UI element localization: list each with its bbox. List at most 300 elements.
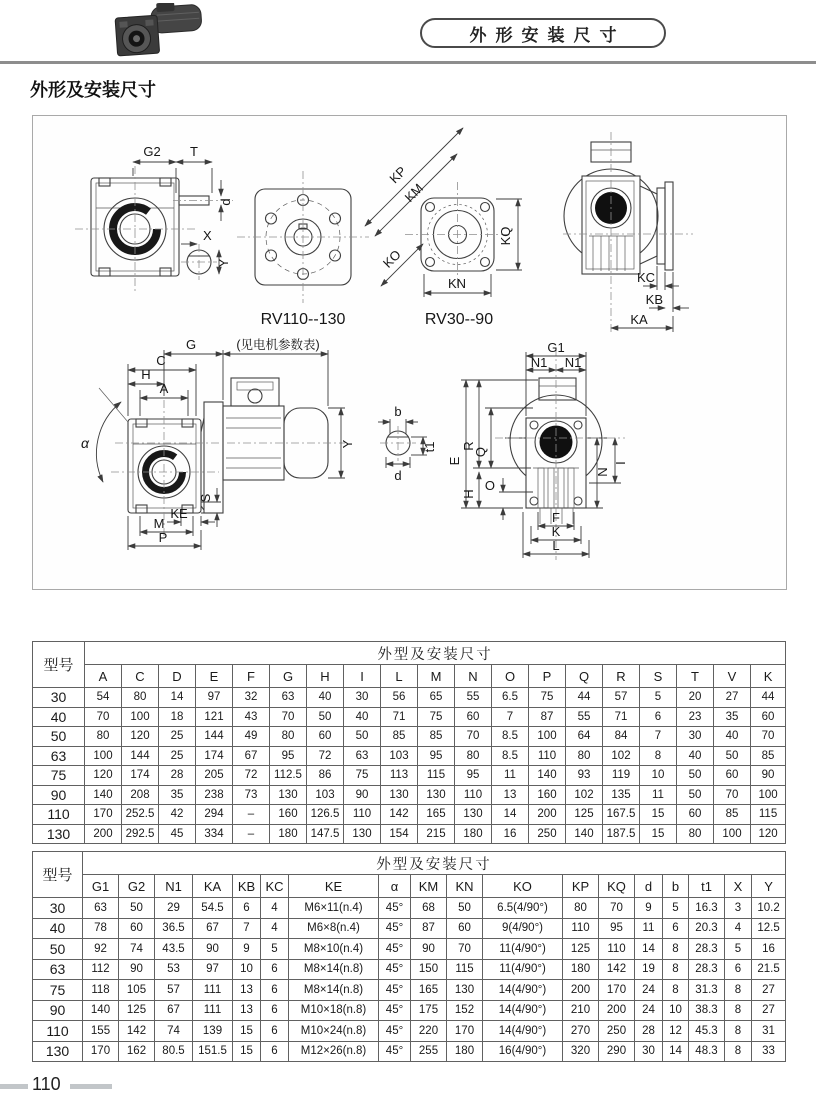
model-cell: 110 (33, 1021, 83, 1042)
dim-label-t: T (190, 144, 198, 159)
dim-cell: 5 (663, 898, 689, 919)
dim-cell: 200 (529, 805, 566, 825)
dim-cell: 115 (447, 959, 483, 980)
dim-label-g: G (185, 337, 197, 352)
dim-cell: 55 (566, 707, 603, 727)
dim-cell: 28 (635, 1021, 663, 1042)
dim-cell: 180 (563, 959, 599, 980)
dim-cell: 6 (261, 980, 289, 1001)
dim-cell: 74 (119, 939, 155, 960)
dim-cell: 10 (233, 959, 261, 980)
model-cell: 40 (33, 918, 83, 939)
dim-cell: 35 (159, 785, 196, 805)
dim-cell: 14 (663, 1041, 689, 1062)
table-row (33, 959, 786, 980)
footer-bar-left (0, 1084, 28, 1089)
dim-cell: 4 (725, 918, 752, 939)
dim-cell: 90 (344, 785, 381, 805)
dim-label-n1-right: N1 (564, 355, 582, 370)
dim-cell: 85 (381, 727, 418, 747)
dim-cell: 255 (411, 1041, 447, 1062)
dim-cell: 92 (83, 939, 119, 960)
dim-cell: 130 (270, 785, 307, 805)
dim-cell: 97 (193, 959, 233, 980)
dim-label-k: K (551, 524, 561, 539)
dim-cell: 9 (635, 898, 663, 919)
dim-cell: 27 (752, 1000, 786, 1021)
dim-cell: 15 (233, 1021, 261, 1042)
caption-rv110-130: RV110--130 (260, 311, 346, 328)
dim-cell: 87 (529, 707, 566, 727)
dim-cell: 13 (233, 1000, 261, 1021)
column-header: Y (752, 875, 786, 898)
dim-label-km: KM (401, 180, 427, 206)
dim-cell: 250 (599, 1021, 635, 1042)
dim-cell: 70 (455, 727, 492, 747)
dim-cell: M6×11(n.4) (289, 898, 379, 919)
dim-cell: 67 (155, 1000, 193, 1021)
dim-cell: 70 (85, 707, 122, 727)
dim-cell: 165 (411, 980, 447, 1001)
dim-cell: 23 (677, 707, 714, 727)
dim-cell: 43 (233, 707, 270, 727)
table-row (33, 1000, 786, 1021)
dim-cell: 74 (155, 1021, 193, 1042)
view-flange-rv30 (365, 128, 522, 328)
dim-cell: 30 (635, 1041, 663, 1062)
dim-cell: 252.5 (122, 805, 159, 825)
dim-label-x: X (203, 228, 212, 243)
dim-label-o: O (484, 478, 495, 493)
dim-cell: 70 (447, 939, 483, 960)
dim-cell: 75 (529, 688, 566, 708)
table-row (33, 918, 786, 939)
dim-cell: 130 (455, 805, 492, 825)
dim-cell: 32 (233, 688, 270, 708)
view-assembly (81, 337, 437, 550)
model-cell: 40 (33, 707, 85, 727)
table-row (33, 805, 786, 825)
dim-cell: 140 (85, 785, 122, 805)
dim-cell: M10×18(n.8) (289, 1000, 379, 1021)
dim-cell: 111 (193, 980, 233, 1001)
dim-cell: 57 (155, 980, 193, 1001)
dim-cell: 8.5 (492, 746, 529, 766)
dimension-table-1 (32, 641, 786, 844)
dim-cell: 9 (233, 939, 261, 960)
dim-cell: 50 (307, 707, 344, 727)
dim-cell: 11(4/90°) (483, 939, 563, 960)
dim-cell: 53 (155, 959, 193, 980)
dim-cell: 29 (155, 898, 193, 919)
dim-cell: 71 (381, 707, 418, 727)
dim-cell: 14 (635, 939, 663, 960)
dim-label-p: P (158, 530, 168, 545)
column-header: D (159, 665, 196, 688)
dim-cell: 167.5 (603, 805, 640, 825)
dim-cell: 25 (159, 727, 196, 747)
dim-cell: 36.5 (155, 918, 193, 939)
dim-cell: 87 (411, 918, 447, 939)
dim-cell: 6 (233, 898, 261, 919)
column-header: L (381, 665, 418, 688)
dim-cell: 10 (663, 1000, 689, 1021)
dim-cell: 11(4/90°) (483, 959, 563, 980)
dim-label-n1-left: N1 (530, 355, 548, 370)
dim-cell: 110 (529, 746, 566, 766)
dim-cell: 70 (714, 785, 751, 805)
dim-label-h2: H (461, 489, 476, 499)
dim-cell: 208 (122, 785, 159, 805)
dim-label-m: M (153, 516, 165, 531)
dim-cell: 45° (379, 939, 411, 960)
column-header: R (603, 665, 640, 688)
dim-cell: 65 (418, 688, 455, 708)
table-row (33, 824, 786, 844)
dim-cell: 8 (640, 746, 677, 766)
dim-cell: 187.5 (603, 824, 640, 844)
dim-cell: 102 (603, 746, 640, 766)
dim-cell: 50 (344, 727, 381, 747)
dim-cell: 120 (751, 824, 786, 844)
column-header: I (344, 665, 381, 688)
dim-cell: 67 (193, 918, 233, 939)
dim-cell: 8 (725, 980, 752, 1001)
dim-cell: 112 (83, 959, 119, 980)
dim-cell: 80 (566, 746, 603, 766)
dim-cell: 4 (261, 898, 289, 919)
dim-cell: 100 (85, 746, 122, 766)
dim-cell: 13 (233, 980, 261, 1001)
dim-cell: 67 (233, 746, 270, 766)
dim-cell: 125 (119, 1000, 155, 1021)
dim-cell: 45° (379, 918, 411, 939)
dim-label-l: L (552, 538, 560, 553)
dim-cell: 48.3 (689, 1041, 725, 1062)
dim-cell: 120 (122, 727, 159, 747)
dim-cell: 25 (159, 746, 196, 766)
gearbox-photo (112, 3, 208, 57)
dim-cell: 95 (599, 918, 635, 939)
column-header: Q (566, 665, 603, 688)
dim-label-y: Y (216, 258, 231, 268)
page-number: 110 (32, 1074, 61, 1094)
dim-cell: 238 (196, 785, 233, 805)
column-header: α (379, 875, 411, 898)
dim-cell: 150 (411, 959, 447, 980)
dim-cell: 55 (455, 688, 492, 708)
dim-cell: 11 (635, 918, 663, 939)
dimension-table-2 (32, 851, 786, 1062)
model-column-header: 型号 (33, 852, 83, 898)
dim-cell: 5 (640, 688, 677, 708)
dim-cell: 180 (270, 824, 307, 844)
dim-label-a: A (159, 381, 169, 396)
dim-label-g1: G1 (547, 340, 565, 355)
section-title: 外形及安装尺寸 (30, 80, 156, 100)
dim-cell: 27 (752, 980, 786, 1001)
dim-cell: 90 (411, 939, 447, 960)
dim-cell: 85 (751, 746, 786, 766)
dim-cell: 11 (640, 785, 677, 805)
dim-cell: 4 (261, 918, 289, 939)
column-header: KN (447, 875, 483, 898)
dim-cell: 180 (455, 824, 492, 844)
dim-cell: 102 (566, 785, 603, 805)
dim-cell: 144 (196, 727, 233, 747)
model-cell: 75 (33, 766, 85, 786)
dim-cell: 320 (563, 1041, 599, 1062)
column-header: KP (563, 875, 599, 898)
dim-cell: 165 (418, 805, 455, 825)
dim-cell: 40 (307, 688, 344, 708)
table-row (33, 727, 786, 747)
dim-cell: 6 (640, 707, 677, 727)
dim-cell: 8 (663, 959, 689, 980)
footer-bar-right (70, 1084, 112, 1089)
dim-cell: 10 (640, 766, 677, 786)
dim-cell: 60 (447, 918, 483, 939)
table-row (33, 766, 786, 786)
view-side-input (563, 132, 693, 332)
dim-cell: 205 (196, 766, 233, 786)
dim-cell: 50 (677, 766, 714, 786)
dim-cell: 75 (418, 707, 455, 727)
column-header: T (677, 665, 714, 688)
dim-label-e: E (447, 456, 462, 466)
dim-cell: 60 (119, 918, 155, 939)
dim-cell: 220 (411, 1021, 447, 1042)
dim-cell: 63 (344, 746, 381, 766)
dim-label-ke: KE (170, 506, 188, 521)
dim-cell: 15 (640, 805, 677, 825)
table-row (33, 939, 786, 960)
dim-cell: 155 (83, 1021, 119, 1042)
page-header-badge (420, 18, 666, 48)
dim-cell: 60 (714, 766, 751, 786)
dim-cell: 95 (270, 746, 307, 766)
dim-cell: 60 (677, 805, 714, 825)
header-divider (0, 61, 816, 64)
dim-cell: 6.5(4/90°) (483, 898, 563, 919)
dim-cell: 90 (119, 959, 155, 980)
dim-cell: 45° (379, 959, 411, 980)
dim-cell: 100 (122, 707, 159, 727)
dim-cell: 45° (379, 898, 411, 919)
table-row (33, 980, 786, 1001)
model-cell: 30 (33, 688, 85, 708)
model-cell: 50 (33, 939, 83, 960)
dim-cell: 113 (381, 766, 418, 786)
dim-cell: M10×24(n.8) (289, 1021, 379, 1042)
column-header: A (85, 665, 122, 688)
dim-cell: 112.5 (270, 766, 307, 786)
column-header: V (714, 665, 751, 688)
dim-cell: 215 (418, 824, 455, 844)
table-row (33, 688, 786, 708)
dim-cell: 12 (663, 1021, 689, 1042)
column-header: K (751, 665, 786, 688)
dim-cell: 45° (379, 980, 411, 1001)
dim-cell: 334 (196, 824, 233, 844)
dim-cell: 11 (492, 766, 529, 786)
dim-cell: 16 (492, 824, 529, 844)
dim-cell: M8×14(n.8) (289, 980, 379, 1001)
dim-cell: 294 (196, 805, 233, 825)
dim-cell: 56 (381, 688, 418, 708)
dim-cell: 97 (196, 688, 233, 708)
column-header: X (725, 875, 752, 898)
dim-cell: 7 (492, 707, 529, 727)
dim-cell: 140 (566, 824, 603, 844)
dim-cell: 142 (381, 805, 418, 825)
model-cell: 90 (33, 1000, 83, 1021)
model-cell: 30 (33, 898, 83, 919)
dim-label-r: R (461, 441, 476, 451)
dim-cell: 60 (751, 707, 786, 727)
dim-cell: 95 (455, 766, 492, 786)
dim-cell: 54.5 (193, 898, 233, 919)
column-header: P (529, 665, 566, 688)
dim-cell: 38.3 (689, 1000, 725, 1021)
dim-cell: 80 (122, 688, 159, 708)
dim-label-i: I (613, 461, 628, 465)
view-front-gearbox (75, 144, 233, 292)
dim-cell: 45.3 (689, 1021, 725, 1042)
dim-cell: 85 (418, 727, 455, 747)
model-cell: 110 (33, 805, 85, 825)
column-header: N (455, 665, 492, 688)
dim-cell: 6 (261, 959, 289, 980)
dim-label-d2: d (394, 468, 402, 483)
dim-cell: 90 (751, 766, 786, 786)
dim-cell: 70 (599, 898, 635, 919)
dim-cell: – (233, 805, 270, 825)
table-row (33, 707, 786, 727)
table-row (33, 746, 786, 766)
dim-cell: 49 (233, 727, 270, 747)
dim-cell: 28.3 (689, 939, 725, 960)
dim-cell: 250 (529, 824, 566, 844)
dim-cell: 16.3 (689, 898, 725, 919)
column-header: G (270, 665, 307, 688)
table-group-header: 外型及安装尺寸 (85, 642, 786, 665)
table-row (33, 1041, 786, 1062)
dim-label-kq: KQ (498, 226, 513, 246)
dim-cell: 14 (492, 805, 529, 825)
dim-cell: 27 (714, 688, 751, 708)
dim-cell: 70 (751, 727, 786, 747)
dim-cell: 6 (261, 1000, 289, 1021)
dim-cell: 140 (529, 766, 566, 786)
dim-cell: 139 (193, 1021, 233, 1042)
dim-cell: 20 (677, 688, 714, 708)
dim-cell: 16 (752, 939, 786, 960)
dim-label-h: H (141, 367, 151, 382)
dim-label-t1: t1 (422, 441, 437, 453)
dim-cell: 110 (599, 939, 635, 960)
dim-cell: 110 (455, 785, 492, 805)
dim-cell: 8 (725, 1021, 752, 1042)
dim-cell: 18 (159, 707, 196, 727)
dim-cell: 170 (85, 805, 122, 825)
dim-cell: 40 (344, 707, 381, 727)
dim-cell: 103 (381, 746, 418, 766)
dim-cell: 19 (635, 959, 663, 980)
dim-cell: 6 (663, 918, 689, 939)
dim-cell: 63 (270, 688, 307, 708)
dim-cell: M8×10(n.4) (289, 939, 379, 960)
dim-cell: 121 (196, 707, 233, 727)
dim-cell: 80 (85, 727, 122, 747)
dim-cell: 200 (599, 1000, 635, 1021)
dim-cell: 103 (307, 785, 344, 805)
column-header: d (635, 875, 663, 898)
dim-cell: 5 (261, 939, 289, 960)
dim-label-f: F (552, 510, 560, 525)
dim-cell: 7 (233, 918, 261, 939)
dim-label-q: Q (473, 446, 488, 458)
dim-cell: 154 (381, 824, 418, 844)
dim-cell: 142 (119, 1021, 155, 1042)
table-row (33, 898, 786, 919)
dim-cell: 12.5 (752, 918, 786, 939)
dim-cell: 270 (563, 1021, 599, 1042)
dim-cell: 144 (122, 746, 159, 766)
dim-cell: 72 (233, 766, 270, 786)
dim-cell: 24 (635, 980, 663, 1001)
dim-cell: 130 (381, 785, 418, 805)
dim-cell: 6 (261, 1021, 289, 1042)
dim-cell: 200 (563, 980, 599, 1001)
column-header: M (418, 665, 455, 688)
dim-cell: 7 (640, 727, 677, 747)
dim-cell: 135 (603, 785, 640, 805)
column-header: F (233, 665, 270, 688)
column-header: H (307, 665, 344, 688)
dim-cell: 8.5 (492, 727, 529, 747)
dim-cell: 125 (566, 805, 603, 825)
dim-cell: 84 (603, 727, 640, 747)
dim-cell: 14(4/90°) (483, 1000, 563, 1021)
dim-cell: 75 (344, 766, 381, 786)
dim-cell: 43.5 (155, 939, 193, 960)
dim-label-ka: KA (630, 312, 648, 327)
dim-cell: 45° (379, 1021, 411, 1042)
dim-cell: 160 (270, 805, 307, 825)
dim-label-kn: KN (447, 276, 467, 291)
dim-cell: 86 (307, 766, 344, 786)
dim-cell: 71 (603, 707, 640, 727)
dim-cell: 180 (447, 1041, 483, 1062)
dim-cell: 40 (714, 727, 751, 747)
dim-cell: 33 (752, 1041, 786, 1062)
dim-cell: 6 (261, 1041, 289, 1062)
dim-cell: M12×26(n.8) (289, 1041, 379, 1062)
dim-cell: 14 (159, 688, 196, 708)
model-cell: 130 (33, 1041, 83, 1062)
dim-cell: 292.5 (122, 824, 159, 844)
dim-label-y-motor: Y (340, 439, 355, 449)
dim-cell: M6×8(n.4) (289, 918, 379, 939)
dim-cell: 210 (563, 1000, 599, 1021)
dim-cell: 80 (455, 746, 492, 766)
column-header: KQ (599, 875, 635, 898)
dim-cell: 174 (196, 746, 233, 766)
dim-cell: 110 (563, 918, 599, 939)
model-cell: 130 (33, 824, 85, 844)
column-header: KE (289, 875, 379, 898)
